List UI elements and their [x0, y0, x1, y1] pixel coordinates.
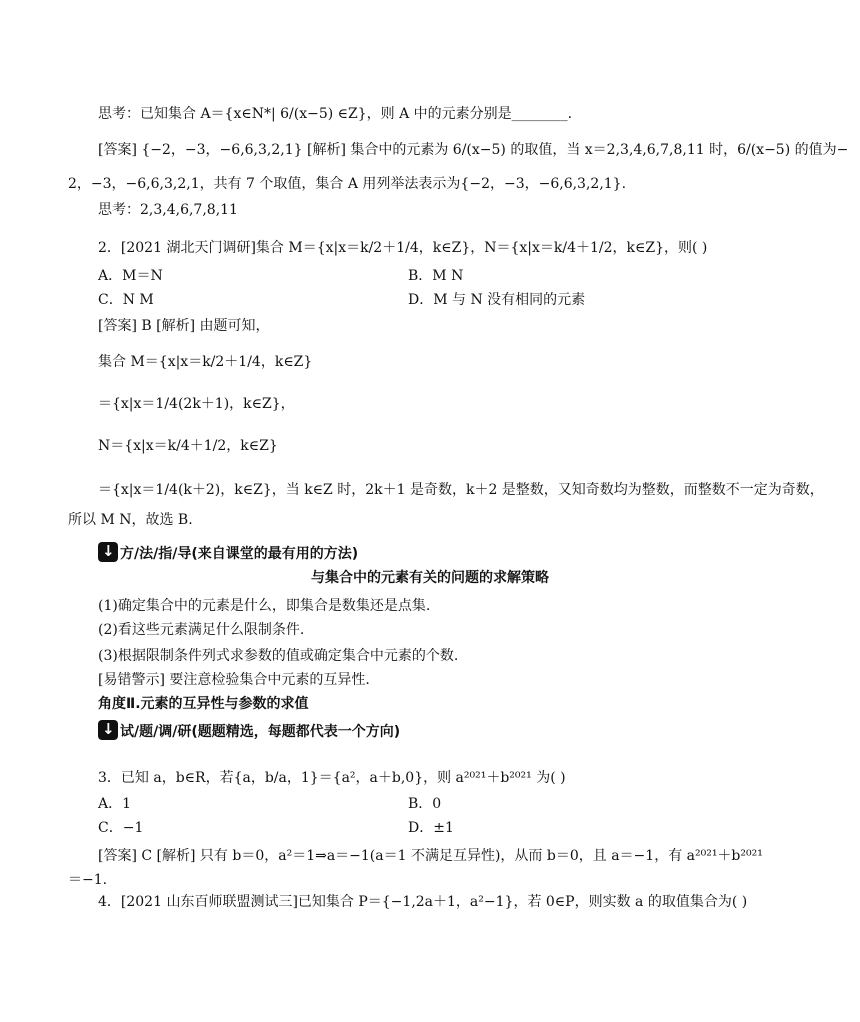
strategy-item: (1)确定集合中的元素是什么，即集合是数集还是点集. — [98, 598, 431, 614]
section-heading: 角度Ⅱ.元素的互异性与参数的求值 — [98, 696, 309, 712]
answer-line: [答案] C [解析] 只有 b＝0，a²＝1⇒a＝−1(a＝1 不满足互异性)，从而 b＝0，且 a＝−1，有 a²⁰²¹＋b²⁰²¹ — [98, 848, 763, 864]
practice-heading: ↓试/题/调/研(题题精选，每题都代表一个方向) — [98, 720, 400, 742]
option-c: C．N M — [98, 292, 154, 308]
option-b: B．0 — [408, 796, 442, 812]
solution-line: ＝{x|x＝1/4(k＋2)，k∈Z}，当 k∈Z 时，2k＋1 是奇数，k＋2 是整数，又知奇数均为整数，而整数不一定为奇数， — [98, 482, 824, 498]
warning-note: [易错警示] 要注意检验集合中元素的互异性. — [98, 672, 370, 688]
option-b: B．M N — [408, 268, 464, 284]
question-2: 2．[2021 湖北天门调研]集合 M＝{x|x＝k/2＋1/4，k∈Z}，N＝{x|x＝k/4＋1/2，k∈Z}，则( ) — [98, 240, 708, 256]
strategy-item: (2)看这些元素满足什么限制条件. — [98, 622, 305, 638]
question-3: 3．已知 a，b∈R，若{a，b/a，1}＝{a²，a＋b,0}，则 a²⁰²¹＋b²⁰²¹ 为( ) — [98, 770, 566, 786]
thinking-answer: 思考：2,3,4,6,7,8,11 — [98, 202, 238, 218]
solution-line: 集合 M＝{x|x＝k/2＋1/4，k∈Z} — [98, 354, 313, 370]
method-guide-heading: ↓方/法/指/导(来自课堂的最有用的方法) — [98, 542, 358, 564]
question-4: 4．[2021 山东百师联盟测试三]已知集合 P＝{−1,2a＋1，a²−1}，若 0∈P，则实数 a 的取值集合为( ) — [98, 894, 748, 910]
strategy-item: (3)根据限制条件列式求参数的值或确定集合中元素的个数. — [98, 648, 459, 664]
solution-line: ＝{x|x＝1/4(2k＋1)，k∈Z}， — [98, 396, 295, 412]
solution-line: N＝{x|x＝k/4＋1/2，k∈Z} — [98, 438, 278, 454]
option-d: D．M 与 N 没有相同的元素 — [408, 292, 586, 308]
arrow-down-icon — [98, 542, 118, 562]
answer-line: [答案] {−2，−3，−6,6,3,2,1} [解析] 集合中的元素为 6/(x−5) 的取值，当 x＝2,3,4,6,7,8,11 时，6/(x−5) 的值为− — [98, 142, 849, 158]
option-a: A．M＝N — [98, 268, 163, 284]
answer-continuation: 2，−3，−6,6,3,2,1，共有 7 个取值，集合 A 用列举法表示为{−2，−3，−6,6,3,2,1}. — [68, 176, 627, 192]
option-d: D．±1 — [408, 820, 454, 836]
arrow-down-icon — [98, 720, 118, 740]
answer-continuation: ＝−1. — [68, 872, 108, 888]
option-a: A．1 — [98, 796, 132, 812]
thinking-question: 思考：已知集合 A＝{x∈N*| 6/(x−5) ∈Z}，则 A 中的元素分别是________. — [98, 106, 573, 122]
solution-line: 所以 M N，故选 B. — [68, 512, 193, 528]
strategy-title: 与集合中的元素有关的问题的求解策略 — [311, 570, 549, 586]
option-c: C．−1 — [98, 820, 144, 836]
answer-line: [答案] B [解析] 由题可知， — [98, 318, 270, 334]
